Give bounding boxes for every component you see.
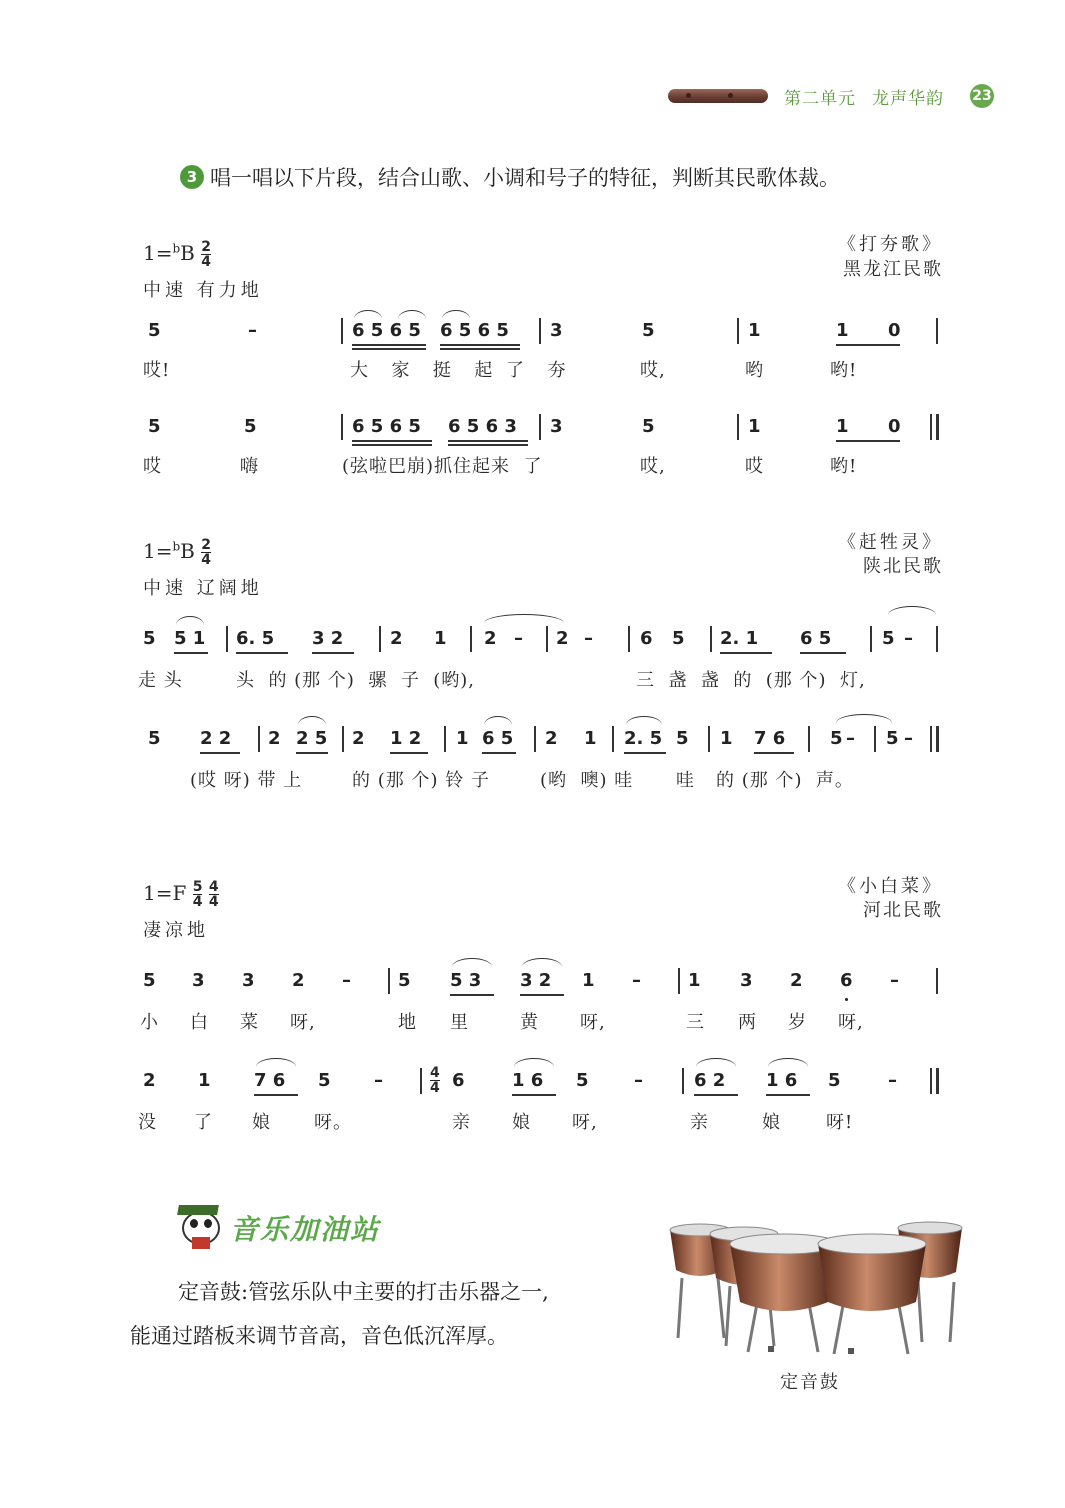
key-tonic: B xyxy=(180,539,195,563)
lyric: 两 xyxy=(738,1012,757,1033)
beam xyxy=(482,752,516,754)
lyric: 三 盏 盏 的 (那 个) 灯, xyxy=(636,670,866,691)
key-prefix: 1= xyxy=(143,881,173,905)
note: 2 xyxy=(292,970,305,991)
note: – xyxy=(584,628,593,649)
note: 5 xyxy=(882,628,895,649)
barline xyxy=(258,726,260,752)
note: 5 xyxy=(143,628,156,649)
barline xyxy=(737,414,739,440)
beam xyxy=(800,652,846,654)
meter-bottom: 4 xyxy=(201,254,211,270)
beam xyxy=(352,348,426,350)
note-group: 2. 5 xyxy=(624,728,663,749)
note-group: 1 6 xyxy=(512,1070,544,1091)
final-barline xyxy=(930,726,932,752)
beam xyxy=(254,1094,298,1096)
beam xyxy=(352,444,432,446)
barline xyxy=(341,318,343,344)
lyric: 呀, xyxy=(838,1012,864,1033)
time-signature xyxy=(193,880,203,909)
note: 5 xyxy=(672,628,685,649)
beam xyxy=(200,752,240,754)
note: 2 xyxy=(268,728,281,749)
barline xyxy=(470,626,472,652)
lyric: 嗨 xyxy=(240,456,259,477)
beam xyxy=(836,344,900,346)
note: 1 xyxy=(584,728,597,749)
barline xyxy=(628,626,630,652)
beam xyxy=(312,652,354,654)
time-signature-2 xyxy=(209,880,219,909)
song3-tempo: 凄凉地 xyxy=(143,920,209,941)
beam xyxy=(512,1094,556,1096)
lyric: 地 xyxy=(398,1012,417,1033)
note: 2 xyxy=(556,628,569,649)
lyric: 哟 xyxy=(745,360,764,381)
lyric: 三 xyxy=(686,1012,705,1033)
beam xyxy=(448,444,528,446)
lyric: 哎, xyxy=(640,360,666,381)
note: 5 xyxy=(148,416,161,437)
final-barline xyxy=(930,414,932,440)
note: 2 xyxy=(545,728,558,749)
instruction-number: 3 xyxy=(180,165,204,189)
lyric: (哟 噢) 哇 xyxy=(540,770,634,791)
note: – xyxy=(904,628,913,649)
note: 6 xyxy=(640,628,653,649)
lyric: 哟! xyxy=(830,456,858,477)
instruction-text: 唱一唱以下片段，结合山歌、小调和号子的特征，判断其民歌体裁。 xyxy=(210,166,840,190)
note-group: 1 6 xyxy=(766,1070,798,1091)
barline xyxy=(808,726,810,752)
barline xyxy=(678,968,680,994)
barline xyxy=(420,1068,422,1094)
beam xyxy=(440,348,520,350)
timpani-image xyxy=(668,1218,964,1358)
page-number: 23 xyxy=(970,84,994,108)
note-group: 6 5 6 5 xyxy=(440,320,509,341)
image-caption: 定音鼓 xyxy=(780,1372,840,1393)
note: 6 xyxy=(452,1070,465,1091)
lyric: 没 xyxy=(138,1112,157,1133)
slur xyxy=(442,310,470,319)
lyric: (弦啦巴崩)抓住起来 了 xyxy=(342,456,543,477)
note-group: 1 2 xyxy=(390,728,422,749)
note: 2 xyxy=(352,728,365,749)
meter-top: 4 xyxy=(430,1065,440,1081)
note-group: 5 3 xyxy=(450,970,482,991)
lyric: 小 xyxy=(140,1012,159,1033)
final-barline xyxy=(936,1068,939,1094)
note-group: 6. 5 xyxy=(236,628,275,649)
note-group: 6 5 xyxy=(482,728,514,749)
note: – xyxy=(888,1070,897,1091)
beam xyxy=(448,440,528,442)
note: 1 xyxy=(434,628,447,649)
time-signature xyxy=(201,240,211,269)
lyric: 哎, xyxy=(640,456,666,477)
tip-line-2: 能通过踏板来调节音高，音色低沉浑厚。 xyxy=(130,1324,508,1348)
slur xyxy=(514,1058,554,1067)
song2-title: 《赶牲灵》 xyxy=(838,532,943,553)
slur xyxy=(298,716,326,725)
note: 5 xyxy=(828,1070,841,1091)
beam xyxy=(766,1094,810,1096)
tip-text-1: 管弦乐队中主要的打击乐器之一, xyxy=(248,1280,549,1304)
tip-line-1 xyxy=(178,1270,638,1314)
beam xyxy=(450,994,494,996)
note: 5 xyxy=(576,1070,589,1091)
barline xyxy=(936,626,938,652)
lyric: 亲 xyxy=(452,1112,471,1133)
song2-origin: 陕北民歌 xyxy=(863,556,943,577)
lyric: 岁 xyxy=(788,1012,807,1033)
barline xyxy=(870,626,872,652)
tip-colon: : xyxy=(241,1280,249,1304)
unit-label: 第二单元 xyxy=(784,88,856,109)
flute-decoration-icon xyxy=(668,89,768,103)
barline xyxy=(936,318,938,344)
barline xyxy=(226,626,228,652)
meter-change xyxy=(430,1066,440,1095)
barline xyxy=(379,626,381,652)
song2-key xyxy=(143,538,211,567)
note: 5 xyxy=(398,970,411,991)
note-group: 3 2 xyxy=(520,970,552,991)
note: 5 xyxy=(830,728,843,749)
note: 5 xyxy=(143,970,156,991)
beam xyxy=(236,652,288,654)
beam xyxy=(296,752,328,754)
note: 5 xyxy=(642,416,655,437)
song1-key xyxy=(143,240,211,269)
beam xyxy=(754,752,794,754)
slur xyxy=(626,716,662,725)
tie xyxy=(484,614,564,623)
note: 0 xyxy=(888,320,901,341)
note: – xyxy=(514,628,523,649)
lyric: 呀! xyxy=(826,1112,854,1133)
song1-origin: 黑龙江民歌 xyxy=(843,259,943,280)
slur xyxy=(696,1058,736,1067)
note: – xyxy=(632,970,641,991)
barline xyxy=(708,726,710,752)
note: 1 xyxy=(836,416,849,437)
lyric: 哎 xyxy=(143,456,162,477)
key-prefix: 1= xyxy=(143,241,173,265)
barline xyxy=(539,318,541,344)
note: – xyxy=(890,970,899,991)
lyric: 的 (那 个) 声。 xyxy=(716,770,854,791)
barline xyxy=(737,318,739,344)
meter-bottom: 4 xyxy=(192,894,203,910)
lyric: 菜 xyxy=(240,1012,259,1033)
lyric: 了 xyxy=(194,1112,213,1133)
note: 5 xyxy=(244,416,257,437)
lyric: 哟! xyxy=(830,360,858,381)
key-prefix: 1= xyxy=(143,539,173,563)
note: 1 xyxy=(582,970,595,991)
note: 5 xyxy=(318,1070,331,1091)
meter-top: 2 xyxy=(201,239,211,255)
tip-heading xyxy=(178,1205,380,1251)
note: 5 xyxy=(148,320,161,341)
key-flat: b xyxy=(172,241,181,256)
final-barline xyxy=(936,726,939,752)
key-flat: b xyxy=(172,539,181,554)
note-group: 2 5 xyxy=(296,728,328,749)
beam xyxy=(352,344,426,346)
barline xyxy=(388,968,390,994)
barline xyxy=(534,726,536,752)
slur xyxy=(354,310,382,319)
note: 2 xyxy=(790,970,803,991)
beam xyxy=(624,752,666,754)
final-barline xyxy=(930,1068,932,1094)
lyric: 白 xyxy=(190,1012,209,1033)
tie xyxy=(888,606,936,615)
lyric: 娘 xyxy=(252,1112,271,1133)
note: 3 xyxy=(192,970,205,991)
key-tonic: F xyxy=(172,881,187,905)
note: 5 xyxy=(886,728,899,749)
note: 3 xyxy=(242,970,255,991)
note: 2 xyxy=(390,628,403,649)
drum xyxy=(818,1234,926,1354)
header-text xyxy=(784,84,960,109)
instruction xyxy=(180,162,840,192)
lyric: 呀。 xyxy=(314,1112,352,1133)
note: – xyxy=(904,728,913,749)
note: 2 xyxy=(484,628,497,649)
barline xyxy=(682,1068,684,1094)
note: 5 xyxy=(148,728,161,749)
lyric: 娘 xyxy=(512,1112,531,1133)
note-group: 6 5 6 5 xyxy=(352,320,421,341)
slur xyxy=(768,1058,808,1067)
song3-key xyxy=(143,880,219,909)
lyric: 里 xyxy=(450,1012,469,1033)
meter-bottom: 4 xyxy=(201,552,211,568)
key-tonic: B xyxy=(180,241,195,265)
meter-bottom: 4 xyxy=(208,894,219,910)
tip-title: 音乐加油站 xyxy=(230,1213,381,1246)
note: 5 xyxy=(642,320,655,341)
note: 3 xyxy=(740,970,753,991)
lyric: 呀, xyxy=(290,1012,316,1033)
note-group: 6 5 6 5 xyxy=(352,416,421,437)
note-group: 6 2 xyxy=(694,1070,726,1091)
panda-mascot-icon xyxy=(178,1205,224,1251)
note: 1 xyxy=(748,320,761,341)
note: – xyxy=(248,320,257,341)
note: 1 xyxy=(688,970,701,991)
tie xyxy=(836,714,892,723)
meter-bottom: 4 xyxy=(430,1080,440,1096)
note: 2 xyxy=(143,1070,156,1091)
note: 1 xyxy=(720,728,733,749)
lyric: 黄 xyxy=(520,1012,539,1033)
note-group: 6 5 6 3 xyxy=(448,416,517,437)
tip-term: 定音鼓 xyxy=(178,1280,241,1304)
note: – xyxy=(846,728,855,749)
time-signature-2 xyxy=(430,1066,440,1095)
lyric: 头 的 (那 个) 骡 子 (哟), xyxy=(236,670,476,691)
lyric: 呀, xyxy=(572,1112,598,1133)
slur xyxy=(484,716,512,725)
note-group: 3 2 xyxy=(312,628,344,649)
low-octave-dot xyxy=(845,998,848,1001)
meter-top: 5 xyxy=(192,879,203,895)
note: – xyxy=(342,970,351,991)
time-signature xyxy=(201,538,211,567)
beam xyxy=(694,1094,738,1096)
lyric: 哎 xyxy=(745,456,764,477)
note: 0 xyxy=(888,416,901,437)
note-group: 5 1 xyxy=(174,628,206,649)
unit-subtitle: 龙声华韵 xyxy=(872,88,944,109)
note: – xyxy=(634,1070,643,1091)
barline xyxy=(444,726,446,752)
lyric: 娘 xyxy=(762,1112,781,1133)
note: 3 xyxy=(550,320,563,341)
slur xyxy=(256,1058,296,1067)
note-group: 6 5 xyxy=(800,628,832,649)
beam xyxy=(390,752,428,754)
beam xyxy=(174,652,208,654)
meter-top: 2 xyxy=(201,537,211,553)
barline xyxy=(342,726,344,752)
lyric: 的 (那 个) 铃 子 xyxy=(352,770,490,791)
note: – xyxy=(374,1070,383,1091)
lyric: (哎 呀) 带 上 xyxy=(190,770,303,791)
lyric: 哎! xyxy=(143,360,171,381)
song1-tempo: 中速 有力地 xyxy=(143,280,263,301)
slur xyxy=(522,958,562,967)
barline xyxy=(612,726,614,752)
note-group: 7 6 xyxy=(754,728,786,749)
note-group: 7 6 xyxy=(254,1070,286,1091)
barline xyxy=(710,626,712,652)
meter-top: 4 xyxy=(208,879,219,895)
note-group: 2 2 xyxy=(200,728,232,749)
note: 1 xyxy=(456,728,469,749)
note-group: 2. 1 xyxy=(720,628,759,649)
lyric: 哇 xyxy=(676,770,695,791)
beam xyxy=(440,344,520,346)
slur xyxy=(452,958,492,967)
barline xyxy=(341,414,343,440)
final-barline xyxy=(936,414,939,440)
note: 1 xyxy=(836,320,849,341)
page-header xyxy=(668,82,994,110)
note: 5 xyxy=(676,728,689,749)
barline xyxy=(546,626,548,652)
beam xyxy=(836,440,900,442)
lyric: 呀, xyxy=(580,1012,606,1033)
song3-title: 《小白菜》 xyxy=(838,876,943,897)
song1-title: 《打夯歌》 xyxy=(838,234,943,255)
barline xyxy=(539,414,541,440)
song3-origin: 河北民歌 xyxy=(863,900,943,921)
lyric: 走 头 xyxy=(138,670,183,691)
note: 3 xyxy=(550,416,563,437)
note: 6 xyxy=(840,970,853,991)
note: 1 xyxy=(748,416,761,437)
barline xyxy=(936,968,938,994)
song2-tempo: 中速 辽阔地 xyxy=(143,578,263,599)
beam xyxy=(352,440,432,442)
lyric: 大 家 挺 起 了 夯 xyxy=(350,360,570,381)
note: 1 xyxy=(198,1070,211,1091)
beam xyxy=(520,994,564,996)
beam xyxy=(720,652,772,654)
slur xyxy=(176,616,204,625)
slur xyxy=(398,310,426,319)
lyric: 亲 xyxy=(690,1112,709,1133)
barline xyxy=(874,726,876,752)
